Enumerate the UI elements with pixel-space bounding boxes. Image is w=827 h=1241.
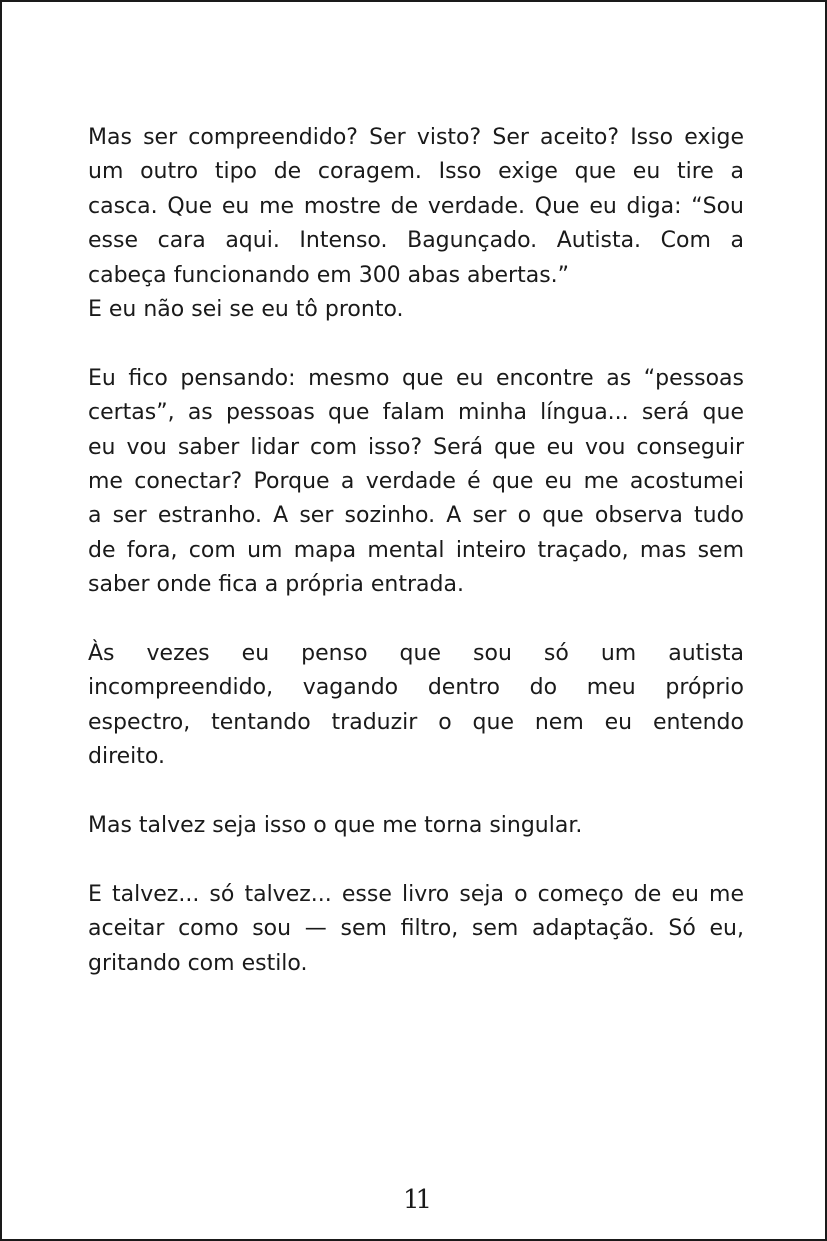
text-line: saber onde fica a própria entrada. — [88, 572, 464, 598]
text-line: casca. Que eu me mostre de verdade. Que eu diga: “Sou — [88, 193, 744, 219]
text-line: de fora, com um mapa mental inteiro traçado, mas sem — [88, 537, 744, 563]
paragraph-4 — [88, 809, 744, 843]
text-line: Às vezes eu penso que sou só um autista — [88, 641, 744, 667]
paragraph-1 — [88, 121, 744, 327]
text-line: direito. — [88, 744, 165, 770]
text-line: Eu fico pensando: mesmo que eu encontre as “pessoas — [88, 365, 744, 391]
body-text — [88, 121, 744, 981]
text-line: espectro, tentando traduzir o que nem eu entendo — [88, 709, 744, 735]
text-line: E talvez... só talvez... esse livro seja o começo de eu me — [88, 881, 744, 907]
text-line: eu vou saber lidar com isso? Será que eu vou conseguir — [88, 434, 744, 460]
text-line: um outro tipo de coragem. Isso exige que eu tire a — [88, 159, 744, 185]
paragraph-5 — [88, 878, 744, 981]
text-line: a ser estranho. A ser sozinho. A ser o que observa tudo — [88, 503, 744, 529]
text-line: incompreendido, vagando dentro do meu próprio — [88, 675, 744, 701]
paragraph-2 — [88, 362, 744, 603]
text-line: me conectar? Porque a verdade é que eu me acostumei — [88, 469, 744, 495]
text-line: aceitar como sou — sem filtro, sem adaptação. Só eu, — [88, 916, 744, 942]
text-line: esse cara aqui. Intenso. Bagunçado. Autista. Com a — [88, 228, 744, 254]
text-line: gritando com estilo. — [88, 950, 308, 976]
page-number: 11 — [402, 1185, 429, 1215]
text-line: E eu não sei se eu tô pronto. — [88, 297, 404, 323]
text-line: Mas talvez seja isso o que me torna singular. — [88, 813, 583, 839]
text-line: Mas ser compreendido? Ser visto? Ser aceito? Isso exige — [88, 125, 744, 150]
text-line: cabeça funcionando em 300 abas abertas.” — [88, 262, 570, 288]
text-line: certas”, as pessoas que falam minha língua... será que — [88, 400, 744, 426]
paragraph-3 — [88, 637, 744, 775]
